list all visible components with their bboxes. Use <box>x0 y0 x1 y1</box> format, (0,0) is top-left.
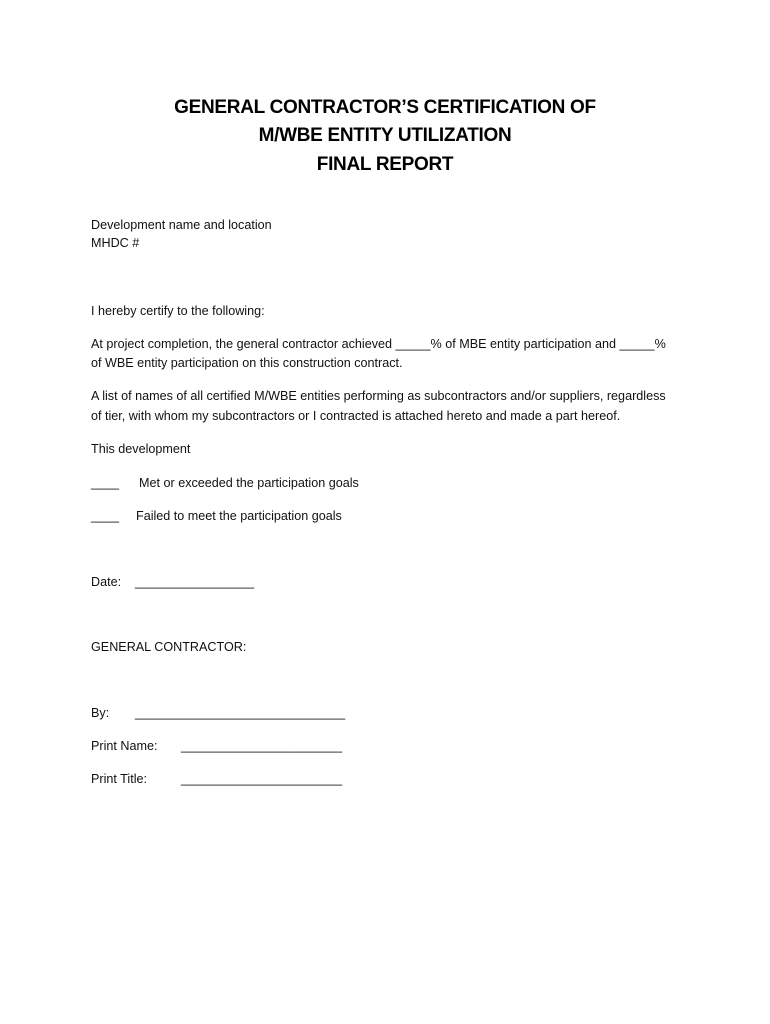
print-title-blank[interactable]: _______________________ <box>181 772 343 786</box>
option-met-label: Met or exceeded the participation goals <box>139 476 359 490</box>
development-name-location-label: Development name and location <box>91 218 272 232</box>
option-met-blank[interactable]: ____ <box>91 476 120 490</box>
print-name-label: Print Name: <box>91 739 158 753</box>
mhdc-number-label: MHDC # <box>91 236 140 250</box>
document-title-line-3: FINAL REPORT <box>316 154 454 175</box>
document-title-line-1: GENERAL CONTRACTOR’S CERTIFICATION OF <box>174 97 596 118</box>
date-blank[interactable]: _________________ <box>135 575 255 589</box>
entity-list-text-line-2: of tier, with whom my subcontractors or I contracted is attached hereto and made a part hereof. <box>91 409 621 423</box>
by-signature-blank[interactable]: ______________________________ <box>135 706 346 720</box>
document-title-line-2: M/WBE ENTITY UTILIZATION <box>258 125 512 146</box>
option-failed-blank[interactable]: ____ <box>91 509 120 523</box>
by-label: By: <box>91 706 110 720</box>
participation-text-line-1: At project completion, the general contractor achieved _____% of MBE entity participation and _____% <box>91 337 666 351</box>
option-failed-label: Failed to meet the participation goals <box>136 509 342 523</box>
entity-list-text-line-1: A list of names of all certified M/WBE entities performing as subcontractors and/or suppliers, regardless <box>91 389 666 403</box>
general-contractor-heading: GENERAL CONTRACTOR: <box>91 640 247 654</box>
participation-text-line-2: of WBE entity participation on this construction contract. <box>91 356 403 370</box>
print-name-blank[interactable]: _______________________ <box>181 739 343 753</box>
this-development-label: This development <box>91 442 191 456</box>
date-label: Date: <box>91 575 122 589</box>
certify-intro-text: I hereby certify to the following: <box>91 304 265 318</box>
print-title-label: Print Title: <box>91 772 147 786</box>
